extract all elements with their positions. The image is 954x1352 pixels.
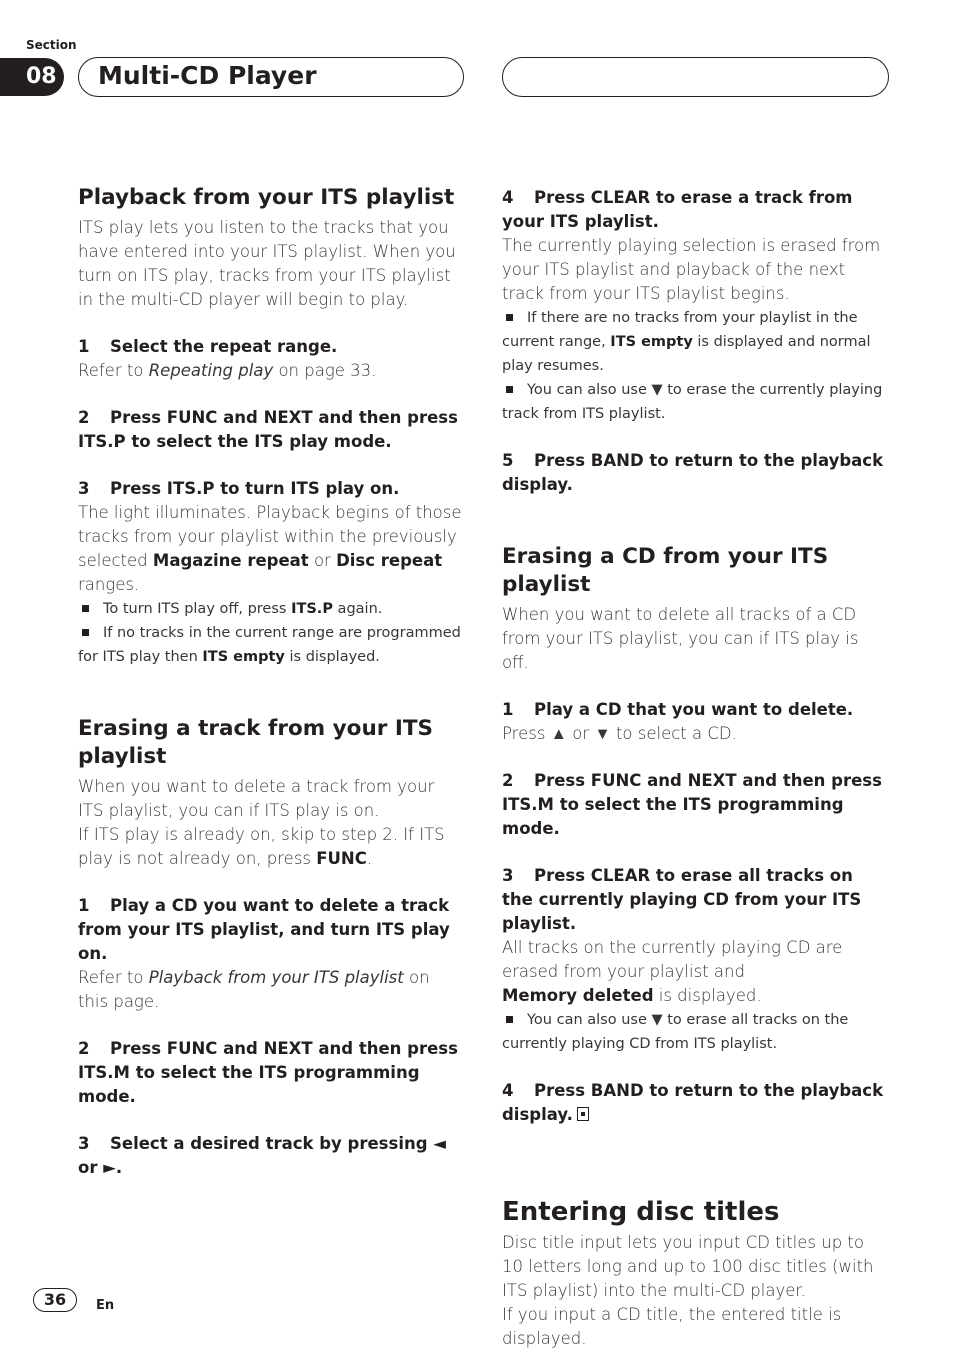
note-no-tracks: If there are no tracks from your playlist in the current range, ITS empty is displayed and normal play resumes. bbox=[502, 310, 871, 374]
bullet-square-icon bbox=[82, 629, 89, 636]
bullet-square-icon bbox=[506, 386, 513, 393]
step-2: 2 Press FUNC and NEXT and then press ITS.P to select the ITS play mode. bbox=[78, 408, 458, 451]
bullet-square-icon bbox=[506, 314, 513, 321]
page-title: Multi-CD Player bbox=[98, 61, 317, 90]
erase-track-step-3: 3 Select a desired track by pressing ◄ or ►. bbox=[78, 1134, 446, 1177]
note-its-off: To turn ITS play off, press ITS.P again. bbox=[78, 597, 464, 621]
section-label: Section bbox=[26, 38, 77, 52]
erase-cd-step-2: 2 Press FUNC and NEXT and then press ITS.M to select the ITS programming mode. bbox=[502, 771, 882, 838]
erase-track-step-5: 5 Press BAND to return to the playback display. bbox=[502, 451, 884, 494]
note-down-erase-all: You can also use ▼ to erase all tracks on the currently playing CD from ITS playlist. bbox=[502, 1012, 849, 1052]
note-its-empty: If no tracks in the current range are programmed for ITS play then ITS empty is displayed. bbox=[78, 625, 461, 665]
bullet-square-icon bbox=[506, 1016, 513, 1023]
note-down-erase: You can also use ▼ to erase the currently playing track from ITS playlist. bbox=[502, 382, 883, 422]
left-column bbox=[78, 184, 464, 1180]
erase-track-intro-2: If ITS play is already on, skip to step 2. If ITS play is not already on, press FUNC. bbox=[78, 825, 445, 868]
erase-track-step-2: 2 Press FUNC and NEXT and then press ITS.M to select the ITS programming mode. bbox=[78, 1039, 458, 1106]
erase-cd-step-3-desc-2: Memory deleted is displayed. bbox=[502, 986, 762, 1005]
erase-track-step-1: 1 Play a CD you want to delete a track from your ITS playlist, and turn ITS play on. bbox=[78, 896, 450, 963]
erase-track-step-1-ref: Refer to Playback from your ITS playlist on this page. bbox=[78, 968, 430, 1011]
title-frame-right bbox=[502, 57, 889, 97]
playback-intro: ITS play lets you listen to the tracks that you have entered into your ITS playlist. When you turn on ITS play, tracks from your ITS playlist in the multi-CD player will begin to play. bbox=[78, 218, 456, 309]
heading-erase-track: Erasing a track from your ITS playlist bbox=[78, 716, 434, 769]
section-number-badge: 08 bbox=[0, 58, 64, 96]
heading-erase-cd: Erasing a CD from your ITS playlist bbox=[502, 544, 829, 597]
erase-cd-intro: When you want to delete all tracks of a CD from your ITS playlist, you can if ITS play is off. bbox=[502, 605, 859, 672]
bullet-square-icon bbox=[82, 605, 89, 612]
page-number: 36 bbox=[33, 1288, 77, 1312]
disc-titles-p2: If you input a CD title, the entered title is displayed. bbox=[502, 1305, 842, 1348]
erase-track-step-4-desc: The currently playing selection is erased from your ITS playlist and playback of the next track from your ITS playlist begins. bbox=[502, 236, 881, 303]
disc-titles-p1: Disc title input lets you input CD titles up to 10 letters long and up to 100 disc titles (with ITS playlist) into the multi-CD player. bbox=[502, 1233, 874, 1300]
erase-cd-step-4: 4 Press BAND to return to the playback display. bbox=[502, 1081, 884, 1124]
step-1: 1 Select the repeat range. bbox=[78, 337, 338, 356]
erase-cd-step-3: 3 Press CLEAR to erase all tracks on the currently playing CD from your ITS playlist. bbox=[502, 866, 862, 933]
heading-disc-titles: Entering disc titles bbox=[502, 1197, 780, 1227]
right-column bbox=[502, 186, 888, 1351]
heading-playback: Playback from your ITS playlist bbox=[78, 185, 455, 210]
language-label: En bbox=[96, 1298, 115, 1313]
erase-cd-step-3-desc: All tracks on the currently playing CD are erased from your playlist and bbox=[502, 938, 843, 981]
step-1-ref: Refer to Repeating play on page 33. bbox=[78, 361, 377, 380]
step-3-desc: The light illuminates. Playback begins of those tracks from your playlist within the previously selected Magazine repeat or Disc repeat ranges. bbox=[78, 503, 462, 594]
erase-track-step-4: 4 Press CLEAR to erase a track from your ITS playlist. bbox=[502, 188, 853, 231]
erase-track-intro-1: When you want to delete a track from your ITS playlist, you can if ITS play is on. bbox=[78, 777, 435, 820]
erase-cd-step-1: 1 Play a CD that you want to delete. bbox=[502, 700, 854, 719]
erase-cd-step-1-desc: Press ▲ or ▼ to select a CD. bbox=[502, 724, 737, 743]
end-of-section-icon bbox=[577, 1107, 589, 1121]
step-3: 3 Press ITS.P to turn ITS play on. bbox=[78, 479, 400, 498]
